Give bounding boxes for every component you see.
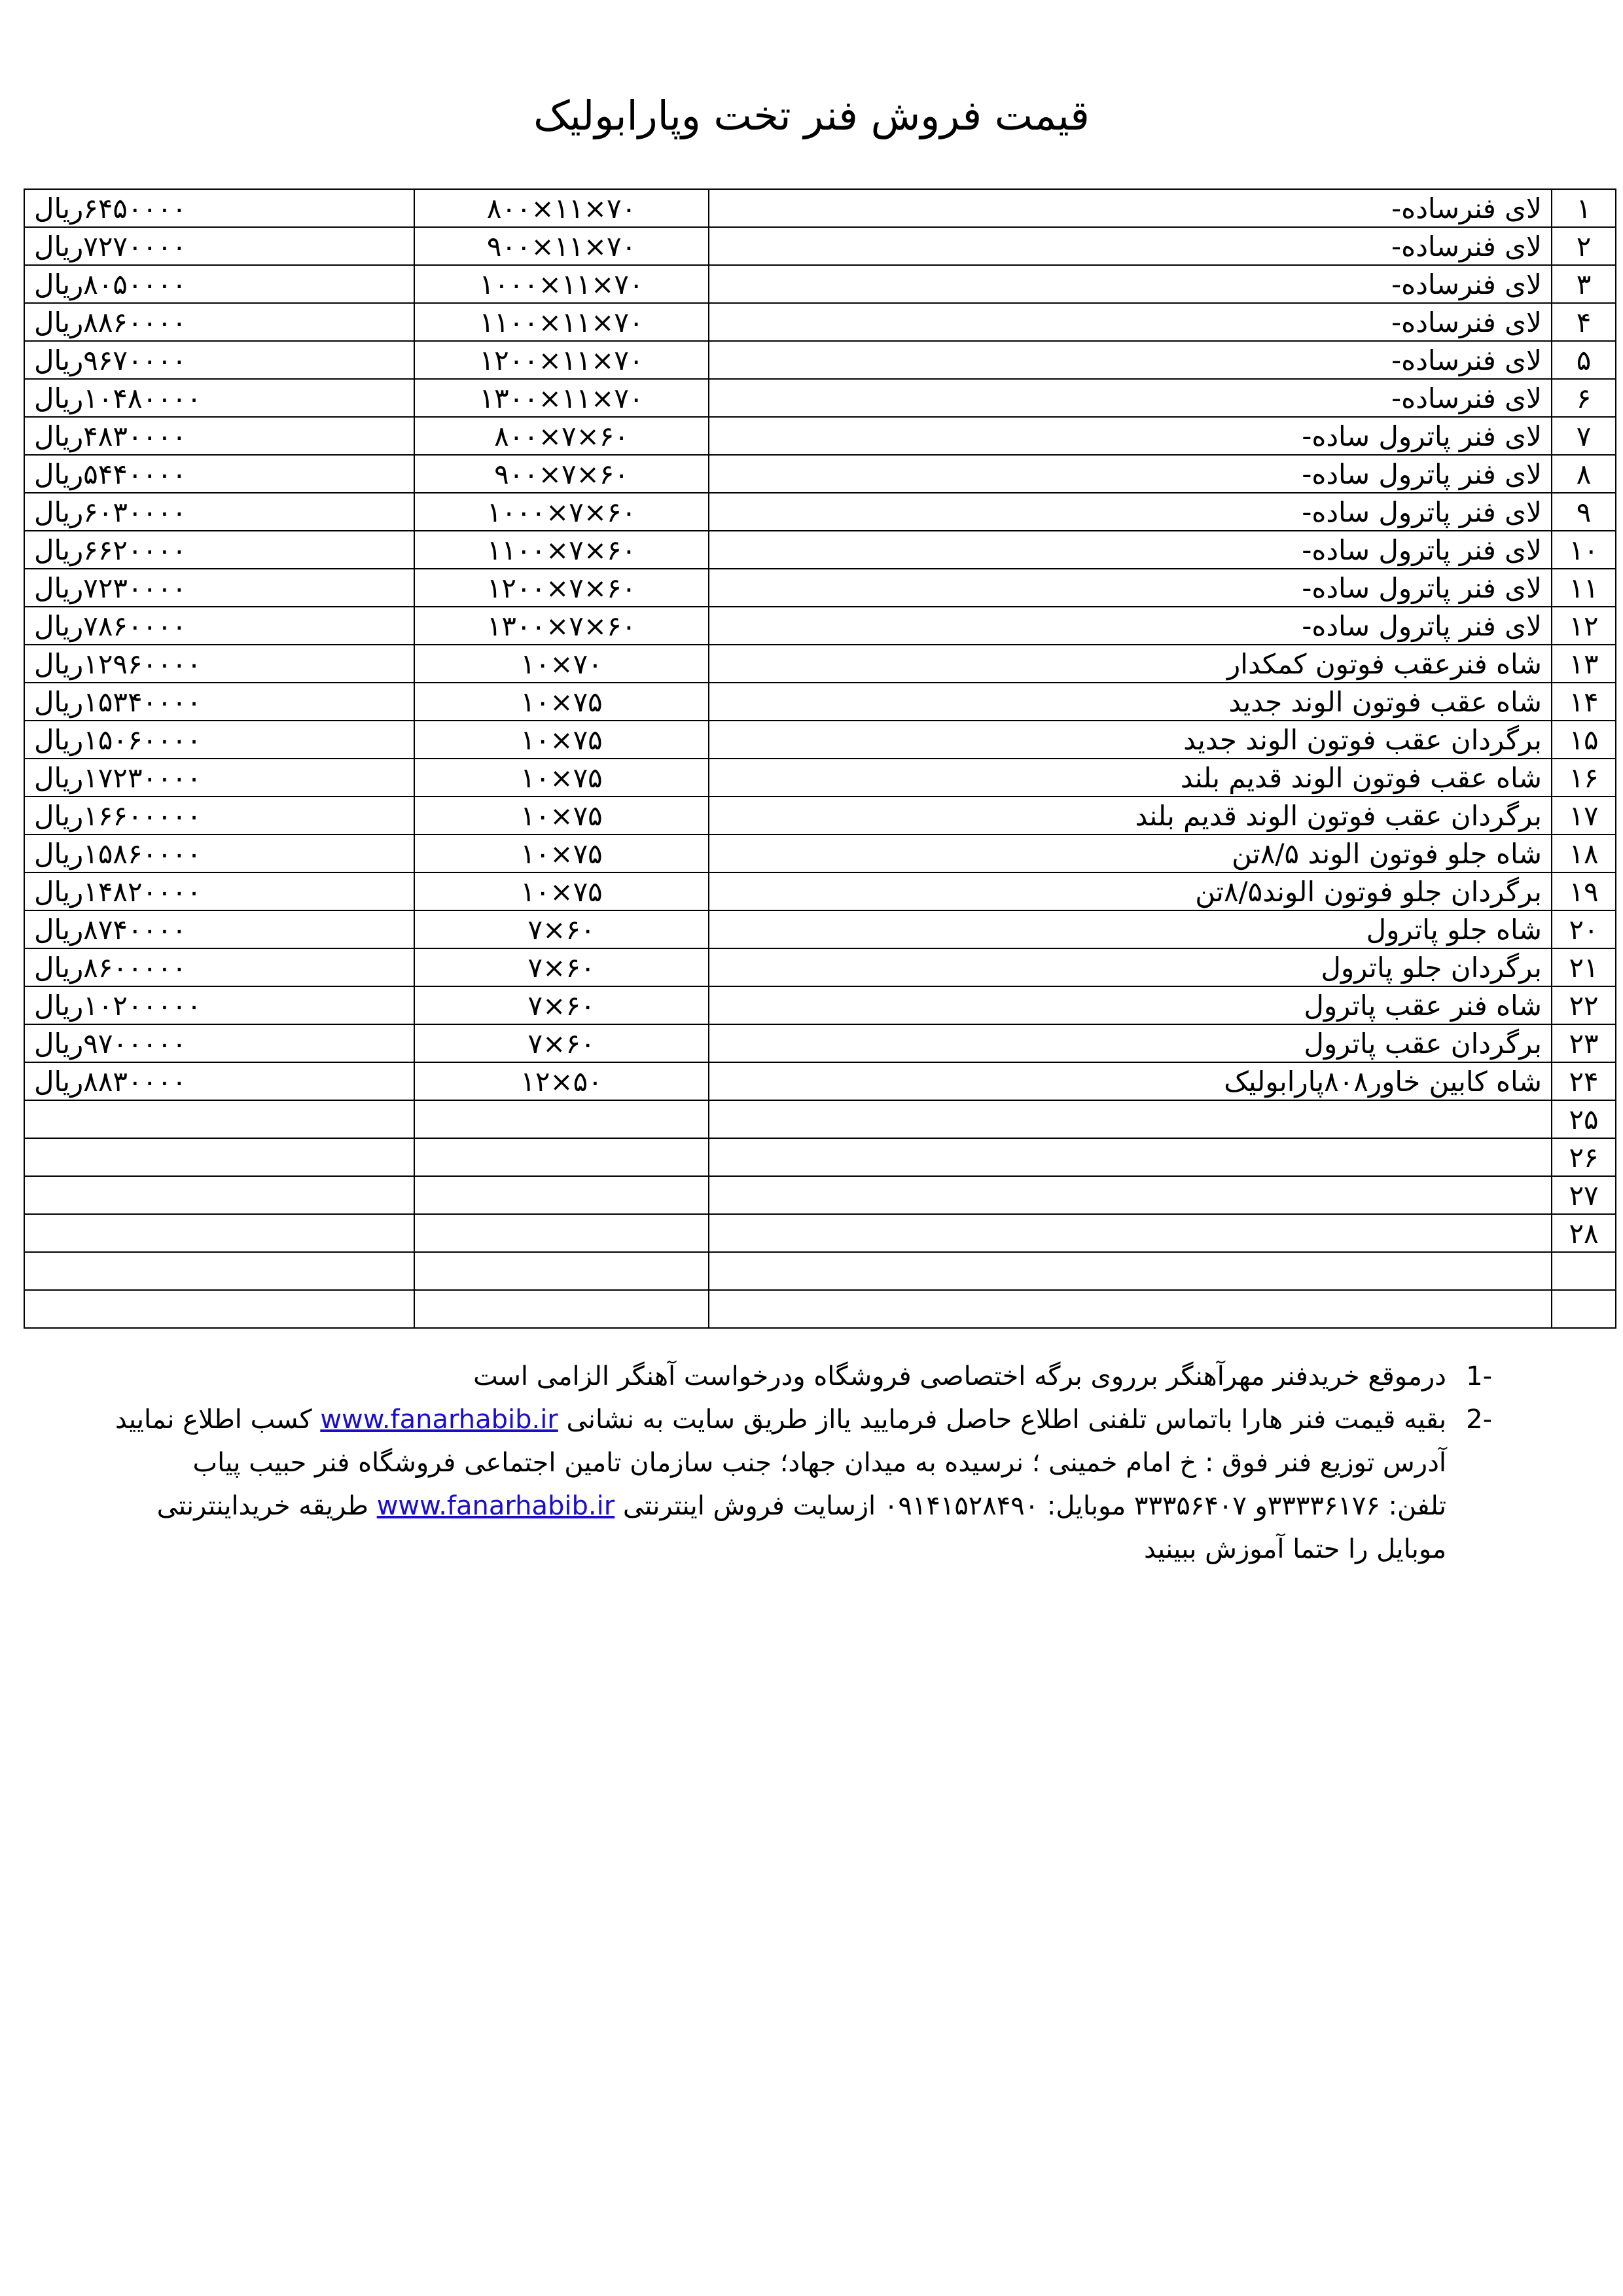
row-description — [709, 1214, 1552, 1252]
row-size: ۷۵×۱۰ — [414, 797, 709, 834]
table-row — [24, 531, 1616, 569]
table-row — [24, 986, 1616, 1024]
row-price: ۱۵۰۶۰۰۰۰ریال — [24, 721, 414, 759]
table-row — [24, 683, 1616, 721]
table-row — [24, 910, 1616, 948]
note-2-text-b: کسب اطلاع نمایید — [115, 1405, 312, 1435]
table-row — [24, 341, 1616, 379]
row-description — [709, 1138, 1552, 1176]
row-size — [414, 1138, 709, 1176]
row-description — [709, 1252, 1552, 1290]
row-number: ۲۵ — [1552, 1100, 1616, 1138]
row-price: ۸۶۰۰۰۰۰ریال — [24, 948, 414, 986]
row-number: ۷ — [1552, 417, 1616, 455]
row-price: ۷۸۶۰۰۰۰ریال — [24, 607, 414, 645]
table-row — [24, 1024, 1616, 1062]
row-price: ۷۲۷۰۰۰۰ریال — [24, 227, 414, 265]
row-size: ۶۰×۷×۱۱۰۰ — [414, 531, 709, 569]
table-row — [24, 1290, 1616, 1328]
row-number: ۲۰ — [1552, 910, 1616, 948]
table-row — [24, 1138, 1616, 1176]
row-size: ۶۰×۷ — [414, 910, 709, 948]
row-price — [24, 1214, 414, 1252]
table-row — [24, 379, 1616, 417]
row-number: ۱۲ — [1552, 607, 1616, 645]
row-number: ۱۸ — [1552, 834, 1616, 872]
row-size — [414, 1290, 709, 1328]
row-size: ۶۰×۷ — [414, 986, 709, 1024]
note-2-text-a: بقیه قیمت فنر هارا باتماس تلفنی اطلاع حاصل فرمایید یااز طریق سایت به نشانی — [566, 1405, 1446, 1435]
row-number: ۸ — [1552, 455, 1616, 493]
row-size: ۷۰×۱۱×۱۰۰۰ — [414, 265, 709, 303]
row-number: ۱۰ — [1552, 531, 1616, 569]
row-price: ۸۸۳۰۰۰۰ریال — [24, 1062, 414, 1100]
table-row — [24, 607, 1616, 645]
row-description: برگردان عقب فوتون الوند قدیم بلند — [709, 797, 1552, 834]
row-description: لای فنر پاترول ساده- — [709, 417, 1552, 455]
row-price — [24, 1252, 414, 1290]
row-size — [414, 1252, 709, 1290]
row-description: شاه عقب فوتون الوند جدید — [709, 683, 1552, 721]
table-row — [24, 227, 1616, 265]
table-row — [24, 569, 1616, 607]
table-row — [24, 1176, 1616, 1214]
row-number: ۲۶ — [1552, 1138, 1616, 1176]
row-number: ۳ — [1552, 265, 1616, 303]
row-price: ۱۲۹۶۰۰۰۰ریال — [24, 645, 414, 683]
row-price: ۱۰۲۰۰۰۰۰ریال — [24, 986, 414, 1024]
row-price: ۶۴۵۰۰۰۰ریال — [24, 189, 414, 227]
row-description: شاه فنرعقب فوتون کمکدار — [709, 645, 1552, 683]
row-size: ۷۰×۱۱×۸۰۰ — [414, 189, 709, 227]
row-price: ۶۰۳۰۰۰۰ریال — [24, 493, 414, 531]
table-row — [24, 455, 1616, 493]
row-price: ۱۷۲۳۰۰۰۰ریال — [24, 759, 414, 797]
table-row — [24, 189, 1616, 227]
row-description: لای فنر پاترول ساده- — [709, 531, 1552, 569]
row-price: ۶۶۲۰۰۰۰ریال — [24, 531, 414, 569]
table-row — [24, 1062, 1616, 1100]
row-size: ۷۵×۱۰ — [414, 721, 709, 759]
row-description: برگردان عقب فوتون الوند جدید — [709, 721, 1552, 759]
row-description: برگردان جلو پاترول — [709, 948, 1552, 986]
address-line: آدرس توزیع فنر فوق : خ امام خمینی ؛ نرسیده به میدان جهاد؛ جنب سازمان تامین اجتماعی فروشگاه فنر حبیب پیاب — [192, 1448, 1446, 1478]
row-size: ۷۵×۱۰ — [414, 834, 709, 872]
row-number: ۲ — [1552, 227, 1616, 265]
row-description: لای فنرساده- — [709, 227, 1552, 265]
row-number: ۱۷ — [1552, 797, 1616, 834]
row-size: ۷۵×۱۰ — [414, 683, 709, 721]
row-size — [414, 1176, 709, 1214]
row-description: برگردان عقب پاترول — [709, 1024, 1552, 1062]
row-number: ۱۳ — [1552, 645, 1616, 683]
row-price: ۷۲۳۰۰۰۰ریال — [24, 569, 414, 607]
row-description: لای فنرساده- — [709, 189, 1552, 227]
row-description: شاه عقب فوتون الوند قدیم بلند — [709, 759, 1552, 797]
note-1 — [79, 1355, 1492, 1398]
note-2 — [79, 1398, 1492, 1441]
phone-text-b: طریقه خریداینترنتی — [156, 1491, 368, 1521]
row-number: ۱۴ — [1552, 683, 1616, 721]
row-number: ۲۳ — [1552, 1024, 1616, 1062]
row-price: ۸۷۴۰۰۰۰ریال — [24, 910, 414, 948]
row-description: شاه جلو پاترول — [709, 910, 1552, 948]
row-description: لای فنر پاترول ساده- — [709, 493, 1552, 531]
row-size: ۷۰×۱۰ — [414, 645, 709, 683]
row-price: ۹۷۰۰۰۰۰ریال — [24, 1024, 414, 1062]
notes — [79, 1355, 1492, 1571]
table-row — [24, 265, 1616, 303]
row-number: ۲۴ — [1552, 1062, 1616, 1100]
row-price: ۱۶۶۰۰۰۰۰ریال — [24, 797, 414, 834]
row-price: ۱۰۴۸۰۰۰۰ریال — [24, 379, 414, 417]
row-number — [1552, 1252, 1616, 1290]
row-number: ۴ — [1552, 303, 1616, 341]
row-price: ۱۴۸۲۰۰۰۰ریال — [24, 872, 414, 910]
row-size: ۶۰×۷×۱۲۰۰ — [414, 569, 709, 607]
table-row — [24, 303, 1616, 341]
row-description: لای فنرساده- — [709, 265, 1552, 303]
row-price: ۱۵۳۴۰۰۰۰ریال — [24, 683, 414, 721]
row-description: شاه کابین خاور۸۰۸پارابولیک — [709, 1062, 1552, 1100]
price-table-body — [24, 189, 1616, 1328]
website-link-2[interactable]: www.fanarhabib.ir — [376, 1491, 615, 1521]
row-size: ۶۰×۷ — [414, 1024, 709, 1062]
page-title: قیمت فروش فنر تخت وپارابولیک — [533, 92, 1090, 139]
phone-line — [79, 1484, 1492, 1528]
table-row — [24, 948, 1616, 986]
row-size: ۷۰×۱۱×۱۱۰۰ — [414, 303, 709, 341]
row-price: ۸۸۶۰۰۰۰ریال — [24, 303, 414, 341]
row-size: ۷۵×۱۰ — [414, 759, 709, 797]
table-row — [24, 834, 1616, 872]
row-description — [709, 1100, 1552, 1138]
row-price: ۸۰۵۰۰۰۰ریال — [24, 265, 414, 303]
row-description: لای فنر پاترول ساده- — [709, 455, 1552, 493]
table-row — [24, 417, 1616, 455]
row-number: ۱۵ — [1552, 721, 1616, 759]
row-description: لای فنرساده- — [709, 303, 1552, 341]
table-row — [24, 493, 1616, 531]
table-row — [24, 1214, 1616, 1252]
row-description: شاه فنر عقب پاترول — [709, 986, 1552, 1024]
row-price: ۵۴۴۰۰۰۰ریال — [24, 455, 414, 493]
row-description: برگردان جلو فوتون الوند۸/۵تن — [709, 872, 1552, 910]
row-description — [709, 1176, 1552, 1214]
note-1-text: درموقع خریدفنر مهرآهنگر برروی برگه اختصاصی فروشگاه ودرخواست آهنگر الزامی است — [473, 1361, 1446, 1391]
table-row — [24, 797, 1616, 834]
table-row — [24, 645, 1616, 683]
row-price: ۴۸۳۰۰۰۰ریال — [24, 417, 414, 455]
row-description: لای فنر پاترول ساده- — [709, 607, 1552, 645]
row-price — [24, 1290, 414, 1328]
price-table — [24, 188, 1616, 1329]
row-number: ۶ — [1552, 379, 1616, 417]
row-size: ۷۰×۱۱×۱۳۰۰ — [414, 379, 709, 417]
row-description: لای فنرساده- — [709, 379, 1552, 417]
row-number: ۵ — [1552, 341, 1616, 379]
note-2-number: -2 — [1466, 1405, 1492, 1435]
row-size: ۶۰×۷ — [414, 948, 709, 986]
row-number — [1552, 1290, 1616, 1328]
row-size: ۷۵×۱۰ — [414, 872, 709, 910]
website-link[interactable]: www.fanarhabib.ir — [320, 1405, 558, 1435]
phone-text: تلفن: ۳۳۳۳۶۱۷۶و ۳۳۳۵۶۴۰۷ موبایل: ۰۹۱۴۱۵۲۸۴۹۰ ازسایت فروش اینترنتی — [622, 1491, 1446, 1521]
row-description — [709, 1290, 1552, 1328]
last-line: موبایل را حتما آموزش ببینید — [1144, 1534, 1446, 1564]
row-price: ۹۶۷۰۰۰۰ریال — [24, 341, 414, 379]
table-row — [24, 872, 1616, 910]
row-size: ۷۰×۱۱×۹۰۰ — [414, 227, 709, 265]
note-1-number: -1 — [1466, 1361, 1492, 1391]
row-size: ۷۰×۱۱×۱۲۰۰ — [414, 341, 709, 379]
row-size: ۶۰×۷×۱۰۰۰ — [414, 493, 709, 531]
row-number: ۲۱ — [1552, 948, 1616, 986]
row-number: ۲۷ — [1552, 1176, 1616, 1214]
row-number: ۱۱ — [1552, 569, 1616, 607]
row-price — [24, 1100, 414, 1138]
row-number: ۹ — [1552, 493, 1616, 531]
row-description: شاه جلو فوتون الوند ۸/۵تن — [709, 834, 1552, 872]
table-row — [24, 1252, 1616, 1290]
row-size: ۶۰×۷×۹۰۰ — [414, 455, 709, 493]
table-row — [24, 1100, 1616, 1138]
row-description: لای فنر پاترول ساده- — [709, 569, 1552, 607]
row-price: ۱۵۸۶۰۰۰۰ریال — [24, 834, 414, 872]
row-number: ۲۸ — [1552, 1214, 1616, 1252]
row-number: ۱۶ — [1552, 759, 1616, 797]
row-size: ۵۰×۱۲ — [414, 1062, 709, 1100]
row-number: ۲۲ — [1552, 986, 1616, 1024]
row-price — [24, 1176, 414, 1214]
row-number: ۱۹ — [1552, 872, 1616, 910]
row-size — [414, 1100, 709, 1138]
row-number: ۱ — [1552, 189, 1616, 227]
row-price — [24, 1138, 414, 1176]
row-size: ۶۰×۷×۱۳۰۰ — [414, 607, 709, 645]
row-description: لای فنرساده- — [709, 341, 1552, 379]
row-size: ۶۰×۷×۸۰۰ — [414, 417, 709, 455]
row-size — [414, 1214, 709, 1252]
table-row — [24, 721, 1616, 759]
table-row — [24, 759, 1616, 797]
